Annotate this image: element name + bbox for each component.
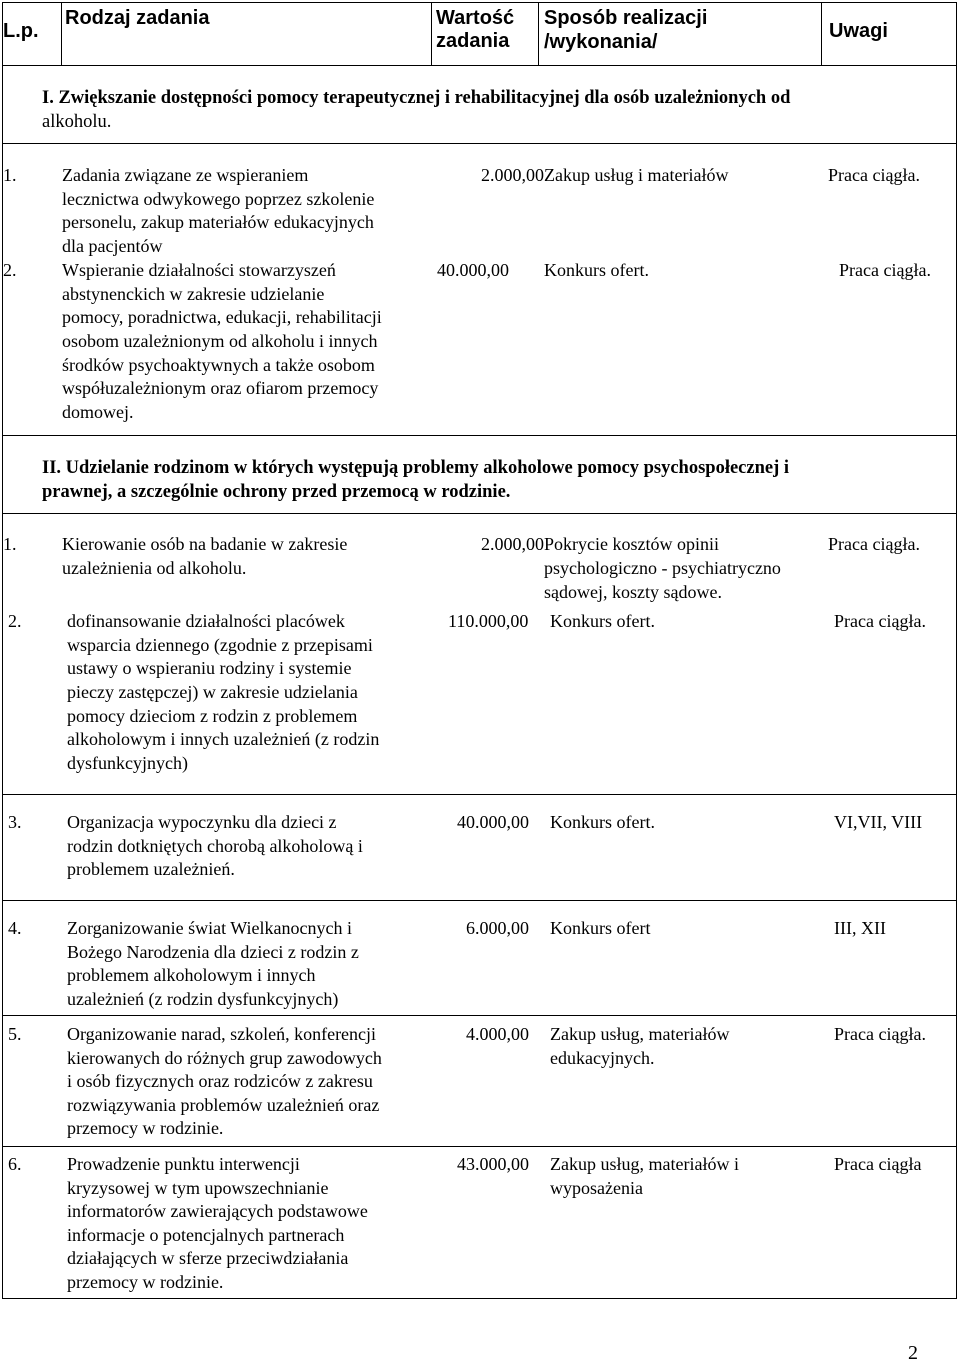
- header-divider: [431, 3, 432, 65]
- s2-row5-value: 4.000,00: [466, 1024, 529, 1044]
- row-separator: [3, 900, 957, 901]
- s2-row6-line: informatorów zawierających podstawowe: [67, 1201, 368, 1221]
- section2-title-line2: prawnej, a szczególnie ochrony przed przemocą w rodzinie.: [42, 482, 511, 502]
- s2-row4-notes: III, XII: [834, 918, 886, 938]
- header-lp: L.p.: [3, 20, 39, 42]
- s2-row2-line: dofinansowanie działalności placówek: [67, 611, 345, 631]
- s2-row6-num: 6.: [8, 1154, 22, 1174]
- s2-row3-notes: VI,VII, VIII: [834, 812, 923, 832]
- s2-row2-method: Konkurs ofert.: [550, 611, 655, 631]
- s1-row2-line: abstynenckich w zakresie udzielanie: [62, 284, 325, 304]
- s2-row6-line: działających w sferze przeciwdziałania: [67, 1248, 349, 1268]
- s1-row2-line: osobom uzależnionym od alkoholu i innych: [62, 331, 378, 351]
- s2-row6-line: Prowadzenie punktu interwencji: [67, 1154, 300, 1174]
- s1-row2-num: 2.: [3, 260, 17, 280]
- s2-row4-line: Bożego Narodzenia dla dzieci z rodzin z: [67, 942, 359, 962]
- s1-row1-line: dla pacjentów: [62, 236, 163, 256]
- s2-row4-value: 6.000,00: [466, 918, 529, 938]
- s2-row4-line: problemem alkoholowym i innych: [67, 965, 316, 985]
- s2-row2-line: pomocy dzieciom z rodzin z problemem: [67, 706, 358, 726]
- s2-row3-num: 3.: [8, 812, 22, 832]
- s2-row5-notes: Praca ciągła.: [834, 1024, 926, 1044]
- s2-row1-notes: Praca ciągła.: [828, 534, 920, 554]
- s2-row5-method: edukacyjnych.: [550, 1048, 655, 1068]
- row-separator: [3, 1015, 957, 1016]
- s2-row6-line: przemocy w rodzinie.: [67, 1272, 224, 1292]
- section1-title-rule: [3, 143, 956, 144]
- s2-row4-line: Zorganizowanie świat Wielkanocnych i: [67, 918, 353, 938]
- s1-row1-value: 2.000,00: [481, 165, 544, 185]
- header-rodzaj: Rodzaj zadania: [65, 7, 210, 29]
- s1-row1-line: Zadania związane ze wspieraniem: [62, 165, 309, 185]
- s2-row3-value: 40.000,00: [457, 812, 529, 832]
- s2-row2-num: 2.: [8, 611, 22, 631]
- s2-row1-num: 1.: [3, 534, 17, 554]
- s2-row3-line: rodzin dotkniętych chorobą alkoholową i: [67, 836, 363, 856]
- s2-row1-method: Pokrycie kosztów opinii: [544, 534, 719, 554]
- s2-row6-method: Zakup usług, materiałów i: [550, 1154, 739, 1174]
- s1-row2-method: Konkurs ofert.: [544, 260, 649, 280]
- s2-row5-line: kierowanych do różnych grup zawodowych: [67, 1048, 382, 1068]
- s2-row5-method: Zakup usług, materiałów: [550, 1024, 730, 1044]
- header-sposob-line2: /wykonania/: [544, 31, 658, 53]
- s2-row1-value: 2.000,00: [481, 534, 544, 554]
- s1-row1-notes: Praca ciągła.: [828, 165, 920, 185]
- s2-row2-line: wsparcia dziennego (zgodnie z przepisami: [67, 635, 373, 655]
- s2-row5-line: i osób fizycznych oraz rodziców z zakresu: [67, 1071, 373, 1091]
- s2-row2-line: dysfunkcyjnych): [67, 753, 188, 773]
- s2-row4-num: 4.: [8, 918, 22, 938]
- header-divider: [61, 3, 62, 65]
- s1-row1-method: Zakup usług i materiałów: [544, 165, 729, 185]
- s2-row3-line: Organizacja wypoczynku dla dzieci z: [67, 812, 337, 832]
- s1-row1-line: lecznictwa odwykowego poprzez szkolenie: [62, 189, 375, 209]
- s2-row2-line: alkoholowym i innych uzależnień (z rodzin: [67, 729, 380, 749]
- section1-bottom-rule: [3, 435, 956, 436]
- s2-row5-line: Organizowanie narad, szkoleń, konferencji: [67, 1024, 377, 1044]
- row-separator: [3, 794, 957, 795]
- section2-title-rule: [3, 513, 956, 514]
- section1-title-line2: alkoholu.: [42, 112, 112, 132]
- s2-row1-line: uzależnienia od alkoholu.: [62, 558, 247, 578]
- section1-title-line1: I. Zwiększanie dostępności pomocy terapeutycznej i rehabilitacyjnej dla osób uzależnionych od: [42, 88, 791, 108]
- header-wartosc: Wartość zadania: [436, 7, 515, 52]
- s2-row6-notes: Praca ciągła: [834, 1154, 922, 1174]
- s2-row1-method: sądowej, koszty sądowe.: [544, 582, 722, 602]
- header-divider: [821, 3, 822, 65]
- s1-row2-line: pomocy, poradnictwa, edukacji, rehabilitacji: [62, 307, 382, 327]
- s2-row2-line: pieczy zastępczej) w zakresie udzielania: [67, 682, 358, 702]
- s1-row2-value: 40.000,00: [437, 260, 509, 280]
- s2-row6-value: 43.000,00: [457, 1154, 529, 1174]
- s2-row6-method: wyposażenia: [550, 1178, 643, 1198]
- page-number: 2: [908, 1342, 918, 1363]
- s1-row2-line: współuzależnionym oraz ofiarom przemocy: [62, 378, 379, 398]
- header-bottom-rule: [3, 65, 956, 66]
- s1-row1-num: 1.: [3, 165, 17, 185]
- s2-row2-value: 110.000,00: [448, 611, 529, 631]
- s2-row1-method: psychologiczno - psychiatryczno: [544, 558, 781, 578]
- s2-row1-line: Kierowanie osób na badanie w zakresie: [62, 534, 348, 554]
- s1-row2-notes: Praca ciągła.: [839, 260, 931, 280]
- s1-row1-line: personelu, zakup materiałów edukacyjnych: [62, 212, 374, 232]
- s2-row2-line: ustawy o wspieraniu rodziny i systemie: [67, 658, 352, 678]
- s2-row4-method: Konkurs ofert: [550, 918, 651, 938]
- header-sposob-line1: Sposób realizacji: [544, 7, 708, 29]
- s2-row3-method: Konkurs ofert.: [550, 812, 655, 832]
- s2-row4-line: uzależnień (z rodzin dysfunkcyjnych): [67, 989, 339, 1009]
- header-divider: [538, 3, 539, 65]
- s1-row2-line: środków psychoaktywnych a także osobom: [62, 355, 375, 375]
- s2-row3-line: problemem uzależnień.: [67, 859, 235, 879]
- s2-row5-line: rozwiązywania problemów uzależnień oraz: [67, 1095, 380, 1115]
- s2-row6-line: kryzysowej w tym upowszechnianie: [67, 1178, 329, 1198]
- section2-title-line1: II. Udzielanie rodzinom w których występują problemy alkoholowe pomocy psychospołecznej i: [42, 458, 790, 478]
- header-uwagi: Uwagi: [829, 20, 888, 42]
- s2-row5-num: 5.: [8, 1024, 22, 1044]
- s2-row5-line: przemocy w rodzinie.: [67, 1118, 224, 1138]
- s1-row2-line: Wspieranie działalności stowarzyszeń: [62, 260, 336, 280]
- s2-row6-line: informacje o potencjalnych partnerach: [67, 1225, 345, 1245]
- s2-row2-notes: Praca ciągła.: [834, 611, 926, 631]
- s1-row2-line: domowej.: [62, 402, 134, 422]
- row-separator: [3, 1146, 957, 1147]
